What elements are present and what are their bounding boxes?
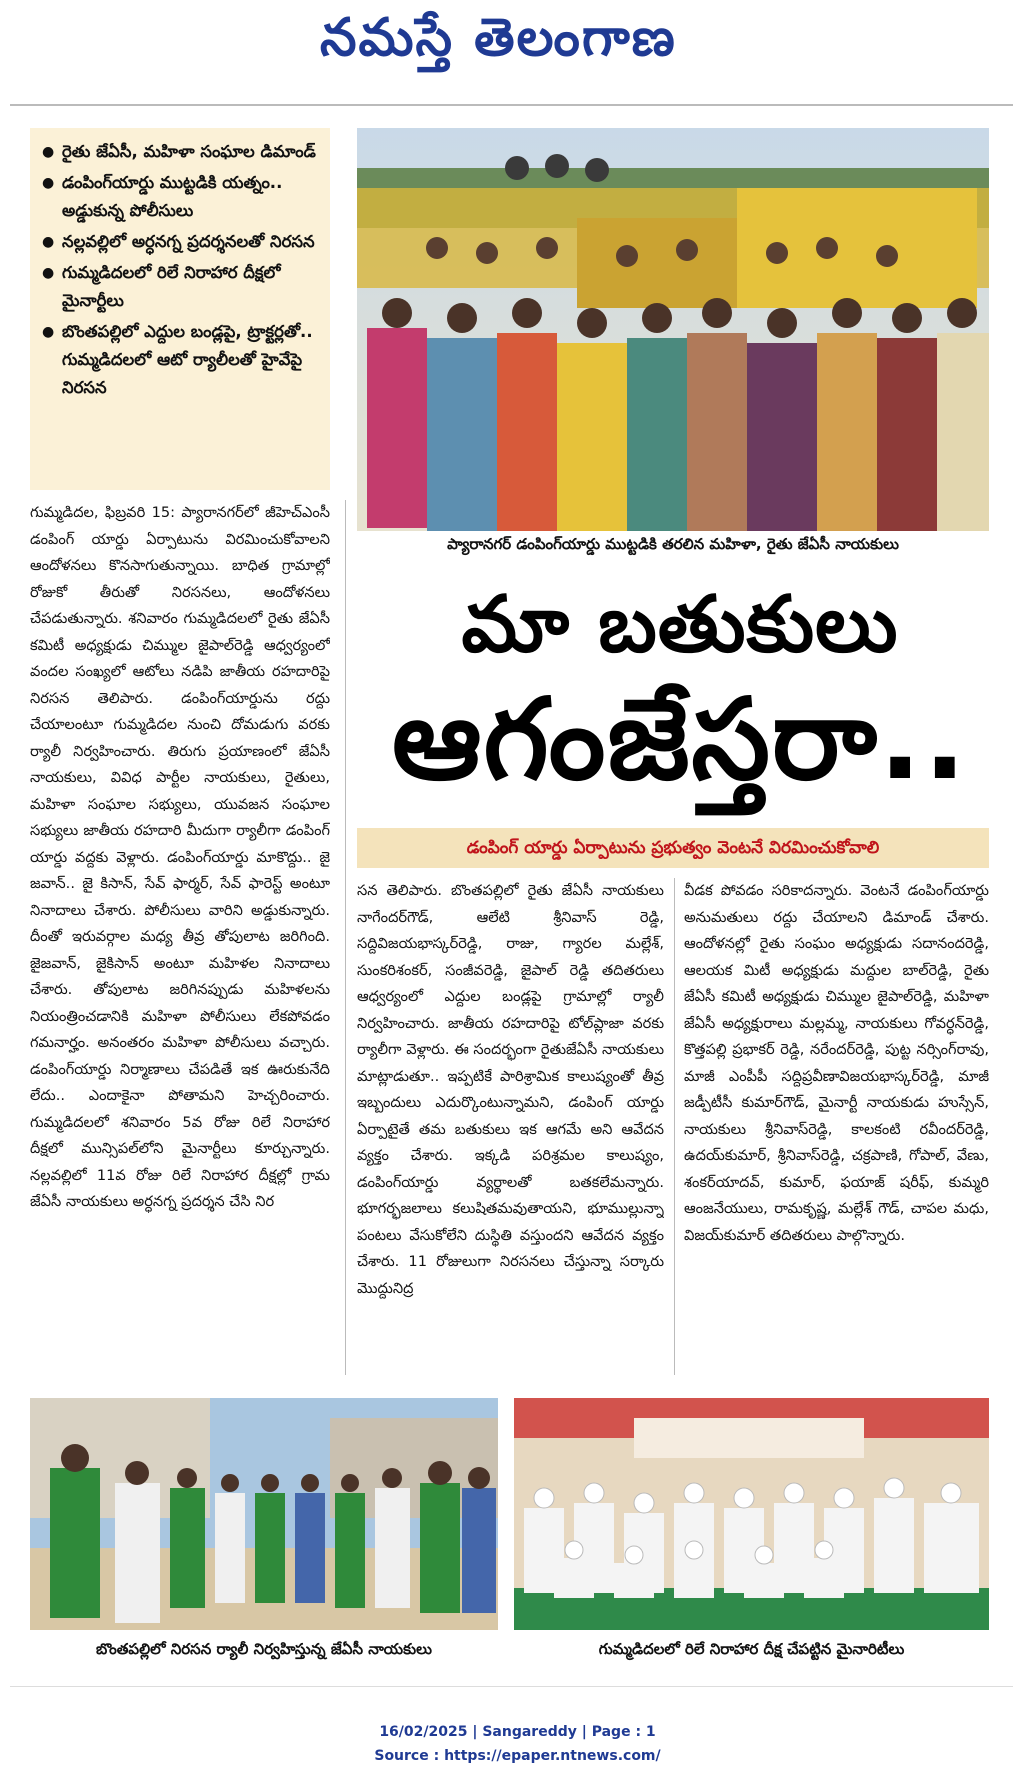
footer-source-line: Source : https://epaper.ntnews.com/ — [374, 1748, 661, 1764]
footer-date-line: 16/02/2025 | Sangareddy | Page : 1 — [379, 1724, 656, 1740]
masthead — [0, 0, 1035, 100]
article-text: గుమ్మడిదల, ఫిబ్రవరి 15: ప్యారానగర్‌లో జీహెచ్‌ఎంసీ డంపింగ్ యార్డు ఏర్పాటును విరమించుకోవాలని ఆందోళనలు కొనసాగుతున్నాయి. బాధిత గ్రామాల్లో రోజుకో తీరుతో నిరసనలు, ఆందోళనలు చేపడుతున్నారు. శనివారం గుమ్మడిదలలో రైతు జేఏసీ కమిటీ అధ్యక్షుడు చిమ్ముల జైపాల్‌రెడ్డి ఆధ్వర్యంలో వందల సంఖ్యలో ఆటోలు నడిపి జాతీయ రహదారిపై నిరసన తెలిపారు. డంపింగ్‌యార్డును రద్దు చేయాలంటూ గుమ్మడిదల నుంచి దోమడుగు వరకు ర్యాలీ నిర్వహించారు. తిరుగు ప్రయాణంలో జేఏసీ నాయకులు, వివిధ పార్టీల నాయకులు, రైతులు, మహిళా సంఘాల సభ్యులు, యువజన సంఘాల సభ్యులు జాతీయ రహదారి మీదుగా ర్యాలీగా డంపింగ్ యార్డు వద్దకు వెళ్లారు. డంపింగ్‌యార్డు మాకొద్దు.. జై జవాన్.. జై కిసాన్, సేవ్ ఫార్మర్, సేవ్ ఫారెస్ట్ అంటూ నినాదాలు చేశారు. పోలీసులు వారిని అడ్డుకున్నారు. దీంతో ఇరువర్గాల మధ్య తీవ్ర తోపులాట జరిగింది. జైజవాన్, జైకిసాన్ అంటూ మహిళల నినాదాలు చేశారు. తోపులాట జరిగినప్పుడు మహిళలను నియంత్రించడానికి మహిళా పోలీసులు లేకపోవడం గమనార్హం. అనంతరం మహిళా పోలీసులు వచ్చారు. డంపింగ్‌యార్డు నిర్మాణాలు చేపడితే ఇక ఊరుకునేది లేదు.. ఎందాకైనా పోతామని హెచ్చరించారు. గుమ్మడిదలలో శనివారం 5వ రోజు రిలే నిరాహార దీక్షలో మున్సిపల్‌లోని మైనార్టీలు కూర్చున్నారు. నల్లవల్లిలో 11వ రోజు రిలే నిరాహార దీక్షల్లో గ్రామ జేఏసీ నాయకులు అర్ధనగ్న ప్రదర్శన చేసి నిర — [30, 504, 330, 1210]
article-column-1 — [30, 500, 330, 1375]
article-text: వీడక పోవడం సరికాదన్నారు. వెంటనే డంపింగ్‌యార్డు అనుమతులు రద్దు చేయాలని డిమాండ్ చేశారు. ఆందోళనల్లో రైతు సంఘం అధ్యక్షుడు సదానందరెడ్డి, ఆలయక మిటీ అధ్యక్షుడు మద్దుల బాల్‌రెడ్డి, రైతు జేఏసీ కమిటీ అధ్యక్షుడు చిమ్ముల జైపాల్‌రెడ్డి, మహిళా జేఏసీ అధ్యక్షురాలు మల్లమ్మ, నాయకులు గోవర్ధన్‌రెడ్డి, కొత్తపల్లి ప్రభాకర్ రెడ్డి, నరేందర్‌రెడ్డి, పుట్ట నర్సింగ్‌రావు, మాజీ ఎంపీపీ సద్దిప్రవీణావిజయభాస్కర్‌రెడ్డి, మాజీ జడ్పీటీసీ కుమార్‌గౌడ్, మైనార్టీ నాయకుడు హుస్సేన్, నాయకులు శ్రీనివాస్‌రెడ్డి, కాలకంటి రవీందర్‌రెడ్డి, ఉదయ్‌కుమార్, శ్రీనివాస్‌రెడ్డి, చక్రపాణి, గోపాల్, వేణు, శంకర్‌యాదవ్, కుమార్, ఫయాజ్ షరీఫ్, కుమ్మరి ఆంజనేయులు, రామకృష్ణ, మల్లేశ్ గౌడ్, చాపల మధు, విజయ్‌కుమార్ తదితరులు పాల్గొన్నారు. — [684, 882, 989, 1244]
highlight-item: ● రైతు జేఏసీ, మహిళా సంఘాల డిమాండ్ — [40, 138, 322, 166]
top-photo-caption: ప్యారానగర్ డంపింగ్‌యార్డు ముట్టడికి తరలిన మహిళా, రైతు జేఏసీ నాయకులు — [447, 535, 899, 553]
masthead-rule — [10, 104, 1013, 106]
bottom-photo-left-caption: బొంతపల్లిలో నిరసన ర్యాలీ నిర్వహిస్తున్న జేఏసీ నాయకులు — [96, 1640, 432, 1658]
newspaper-logo: నమస్తే తెలంగాణ — [320, 8, 677, 68]
column-divider — [345, 500, 346, 1375]
highlight-item: ● డంపింగ్‌యార్డు ముట్టడికి యత్నం.. అడ్డుకున్న పోలీసులు — [40, 169, 322, 225]
highlight-item: ● నల్లవల్లిలో అర్ధనగ్న ప్రదర్శనలతో నిరసన — [40, 228, 322, 256]
column-divider — [674, 878, 675, 1375]
footer-rule — [10, 1686, 1013, 1687]
bottom-photo-right-caption: గుమ్మడిదలలో రిలే నిరాహార దీక్ష చేపట్టిన మైనారిటీలు — [598, 1640, 905, 1658]
subheadline: డంపింగ్ యార్డు ఏర్పాటును ప్రభుత్వం వెంటనే విరమించుకోవాలి — [357, 828, 989, 868]
headline-line-2: ఆగంజేస్తరా.. — [392, 675, 968, 805]
highlights-box — [30, 128, 330, 490]
article-column-3 — [684, 878, 989, 1375]
highlight-item: ● గుమ్మడిదలలో రిలే నిరాహార దీక్షలో మైనార్టీలు — [40, 259, 322, 315]
top-photo — [357, 128, 989, 531]
highlight-item: ● బొంతపల్లిలో ఎద్దుల బండ్లపై, ట్రాక్టర్లతో.. గుమ్మడిదలలో ఆటో ర్యాలీలతో హైవేపై నిరసన — [40, 318, 322, 402]
headline-line-1: మా బతుకులు — [461, 580, 899, 670]
bottom-photo-left — [30, 1398, 498, 1630]
article-column-2 — [357, 878, 664, 1375]
bottom-photo-right — [514, 1398, 989, 1630]
article-text: సన తెలిపారు. బొంతపల్లిలో రైతు జేఏసీ నాయకులు నాగేందర్‌గౌడ్, ఆలేటి శ్రీనివాస్ రెడ్డి, సద్దివిజయభాస్కర్‌రెడ్డి, రాజు, గ్యారల మల్లేశ్, సుంకరిశంకర్, సంజీవరెడ్డి, జైపాల్ రెడ్డి తదితరులు ఆధ్వర్యంలో ఎద్దుల బండ్లపై గ్రామాల్లో ర్యాలీ నిర్వహించారు. జాతీయ రహదారిపై టోల్‌ప్లాజా వరకు ర్యాలీగా వెళ్లారు. ఈ సందర్భంగా రైతుజేఏసీ నాయకులు మాట్లాడుతూ.. ఇప్పటికే పారిశ్రామిక కాలుష్యంతో తీవ్ర ఇబ్బందులు ఎదుర్కొంటున్నామని, డంపింగ్ యార్డు ఏర్పాటైతే తమ బతుకులు ఇక ఆగమే అని ఆవేదన వ్యక్తం చేశారు. ఇక్కడి పరిశ్రమల కాలుష్యం, డంపింగ్‌యార్డు వ్యర్థాలతో బతకలేమన్నారు. భూగర్భజలాలు కలుషితమవుతాయని, భూముల్లున్నా పంటలు వేసుకోలేని దుస్థితి వస్తుందని ఆవేదన వ్యక్తం చేశారు. 11 రోజులుగా నిరసనలు చేస్తున్నా సర్కారు మొద్దునిద్ర — [357, 882, 664, 1297]
